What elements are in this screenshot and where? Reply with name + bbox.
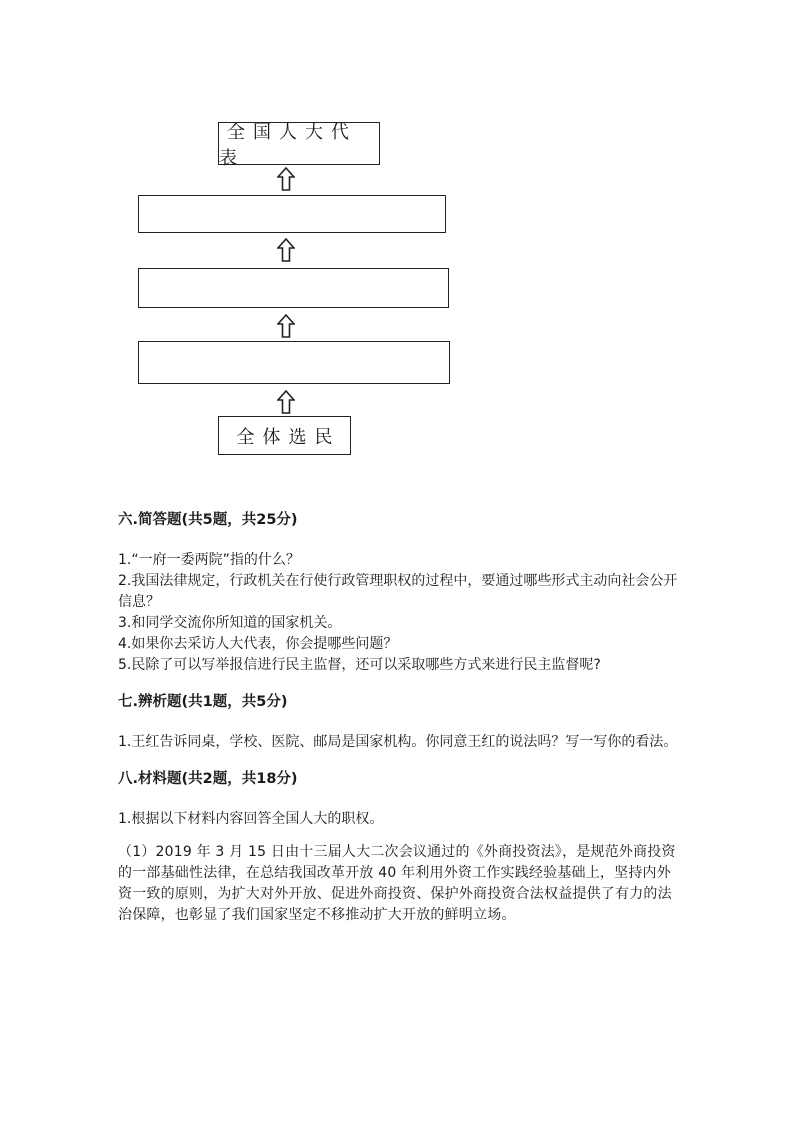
- diagram-box-top: 全国人大代表: [218, 122, 380, 165]
- flow-diagram: [0, 0, 794, 470]
- question-item: 1.“一府一委两院”指的什么？: [118, 552, 300, 568]
- question-item: 3.和同学交流你所知道的国家机关。: [118, 615, 342, 631]
- question-item: 1.王红告诉同桌，学校、医院、邮局是国家机构。你同意王红的说法吗？写一写你的看法。: [118, 734, 678, 750]
- section-title: 七.辨析题(共1题，共5分): [118, 694, 288, 710]
- diagram-box-blank-2: [138, 268, 449, 308]
- section-short-answer: [118, 508, 678, 676]
- up-arrow-icon: [277, 314, 295, 338]
- up-arrow-icon: [277, 238, 295, 262]
- question-list: [118, 550, 678, 676]
- question-item: 2.我国法律规定，行政机关在行使行政管理职权的过程中，要通过哪些形式主动向社会公开信息？: [118, 573, 678, 610]
- diagram-box-blank-3: [138, 341, 450, 384]
- section-material: [118, 767, 678, 926]
- question-list: [118, 732, 678, 753]
- up-arrow-icon: [277, 390, 295, 414]
- material-paragraph: （1）2019 年 3 月 15 日由十三届人大二次会议通过的《外商投资法》，是规范外商投资的一部基础性法律，在总结我国改革开放 40 年利用外资工作实践经验基础上，坚持内外资一致的原则，为扩大对外开放、促进外商投资、保护外商投资合法权益提供了有力的法治保障，也彰显了我们国家坚定不移推动扩大开放的鲜明立场。: [118, 844, 676, 923]
- exam-content: [118, 508, 678, 926]
- section-title: 八.材料题(共2题，共18分): [118, 771, 298, 787]
- diagram-box-bottom: 全体选民: [218, 416, 351, 455]
- question-item: 5.民除了可以写举报信进行民主监督，还可以采取哪些方式来进行民主监督呢?: [118, 657, 601, 673]
- diagram-box-blank-1: [138, 195, 446, 233]
- section-title: 六.简答题(共5题，共25分): [118, 512, 298, 528]
- question-item: 4.如果你去采访人大代表，你会提哪些问题？: [118, 636, 398, 652]
- section-analysis: [118, 690, 678, 753]
- question-item: 1.根据以下材料内容回答全国人大的职权。: [118, 811, 384, 827]
- up-arrow-icon: [277, 167, 295, 191]
